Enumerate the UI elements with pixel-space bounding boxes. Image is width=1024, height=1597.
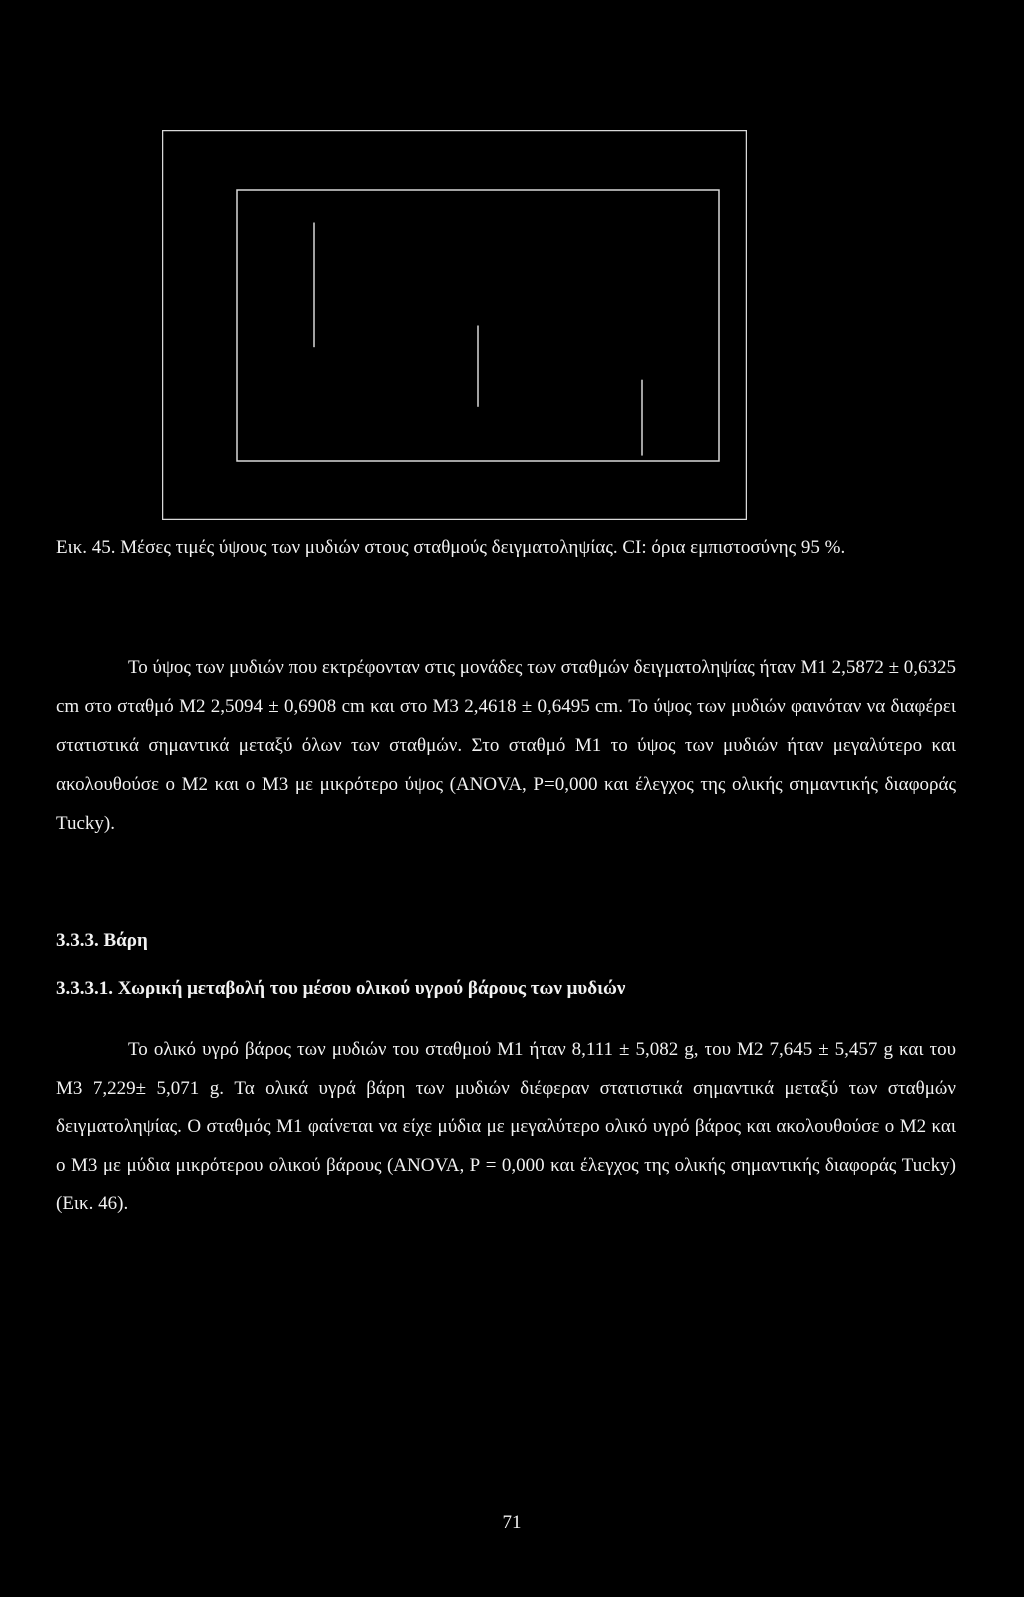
page-number: 71 bbox=[502, 1512, 522, 1533]
subsection-heading-wet-weight: 3.3.3.1. Χωρική μεταβολή του μέσου ολικού υγρού βάρους των μυδιών bbox=[56, 978, 626, 999]
chart-canvas bbox=[162, 130, 747, 520]
figure-caption: Εικ. 45. Μέσες τιμές ύψους των μυδιών στους σταθμούς δειγματοληψίας. CI: όρια εμπιστοσύνης 95 %. bbox=[56, 537, 846, 558]
paragraph-height: Το ύψος των μυδιών που εκτρέφονταν στις μονάδες των σταθμών δειγματοληψίας ήταν Μ1 2,5872 ± 0,6325 cm στο σταθμό Μ2 2,5094 ± 0,6908 cm και στο Μ3 2,4618 ± 0,6495 cm. Το ύψος των μυδιών φαινόταν να διαφέρει στατιστικά σημαντικά μεταξύ όλων των σταθμών. Στο σταθμό Μ1 το ύψος των μυδιών ήταν μεγαλύτερο και ακολουθούσε ο Μ2 και ο Μ3 με μικρότερο ύψος (ANOVA, Ρ=0,000 και έλεγχος της ολικής σημαντικής διαφοράς Tucky). bbox=[56, 657, 957, 834]
figure-height-chart bbox=[162, 130, 747, 520]
ci-bars-group bbox=[314, 223, 642, 456]
paragraph-weight: Το ολικό υγρό βάρος των μυδιών του σταθμού Μ1 ήταν 8,111 ± 5,082 g, του Μ2 7,645 ± 5,457 g και του Μ3 7,229± 5,071 g. Τα ολικά υγρά βάρη των μυδιών διέφεραν στατιστικά σημαντικά μεταξύ των σταθμών δειγματοληψίας. Ο σταθμός Μ1 φαίνεται να είχε μύδια με μεγαλύτερο ολικό υγρό βάρος και ακολουθούσε ο Μ2 και ο Μ3 με μύδια μικρότερου ολικού βάρους (ANOVA, Ρ = 0,000 και έλεγχος της ολικής σημαντικής διαφοράς Tucky) (Εικ. 46). bbox=[56, 1039, 956, 1214]
section-heading-weights: 3.3.3. Βάρη bbox=[56, 930, 148, 951]
